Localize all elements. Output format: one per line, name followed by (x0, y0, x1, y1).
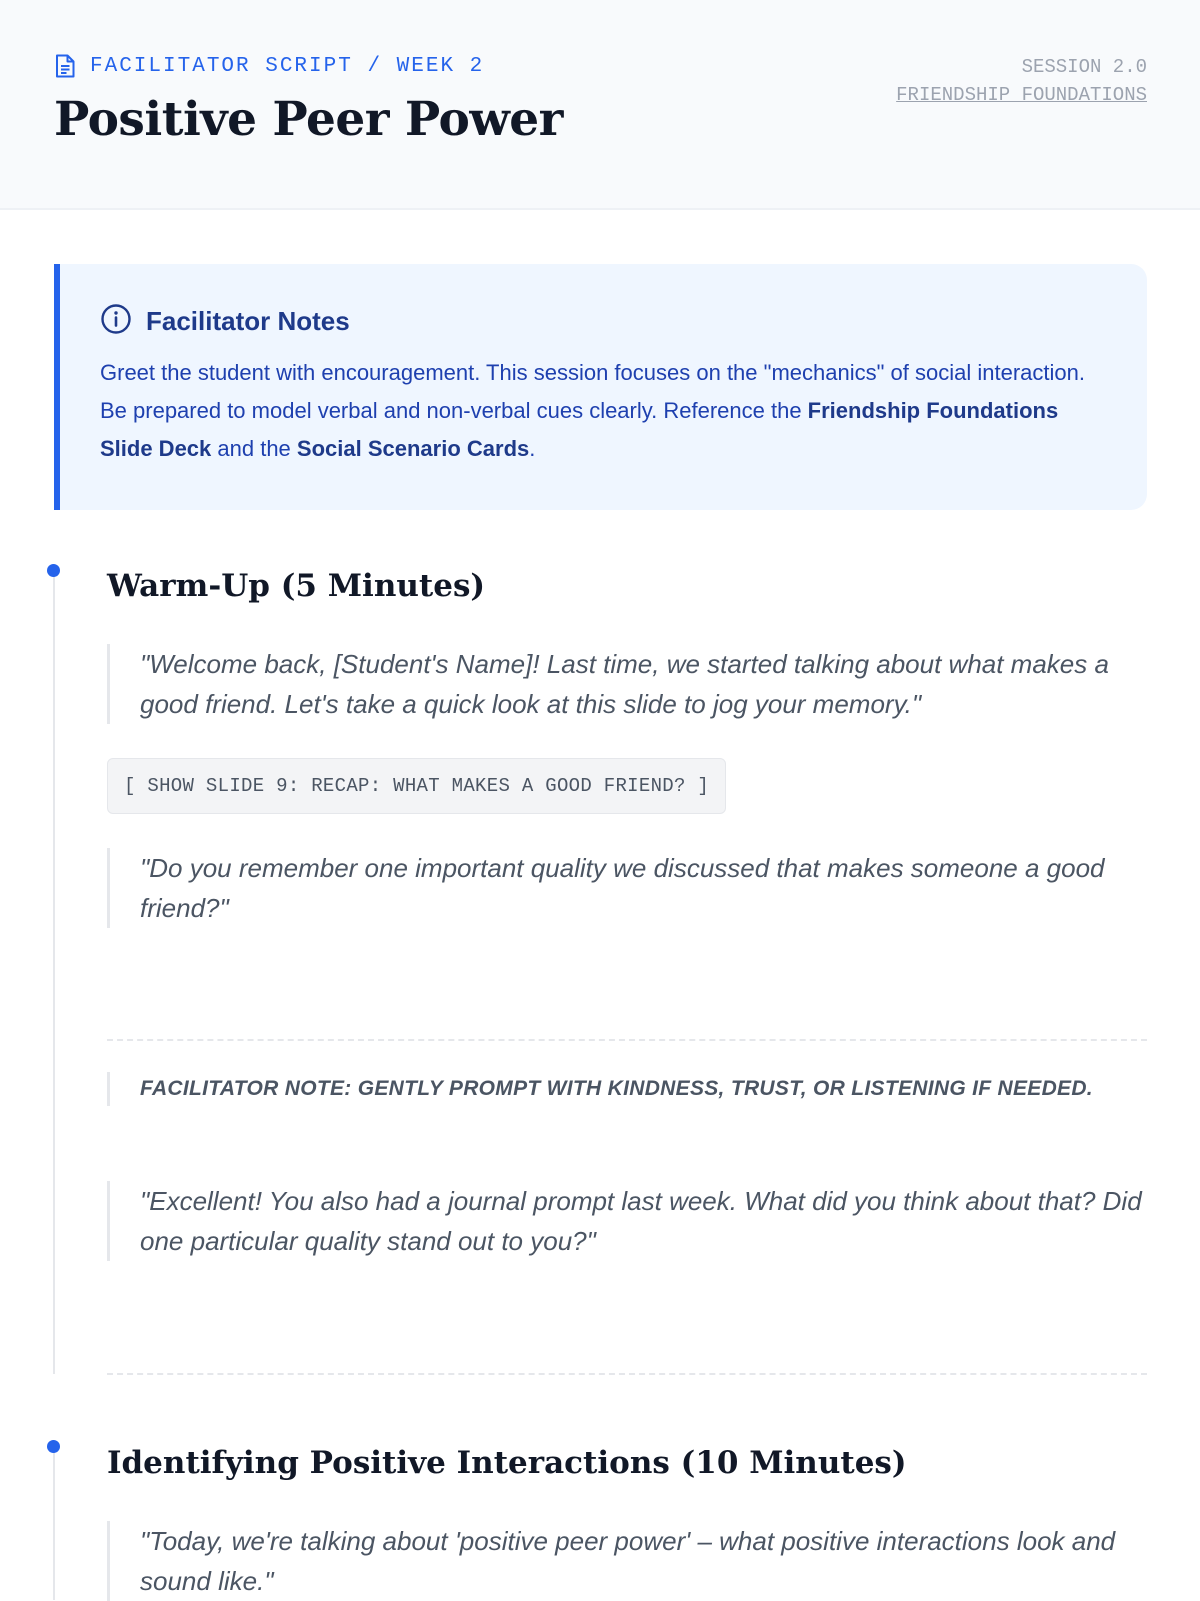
page-title: Positive Peer Power (54, 92, 563, 147)
info-icon (100, 303, 132, 340)
notes-header (100, 304, 1107, 338)
facilitator-note: FACILITATOR NOTE: GENTLY PROMPT WITH KINDNESS, TRUST, OR LISTENING IF NEEDED. (107, 1072, 1147, 1106)
notes-text: Greet the student with encouragement. This session focuses on the "mechanics" of social interaction. Be prepared to model verbal and non-verbal cues clearly. Reference the (100, 360, 1085, 423)
script-quote: "Today, we're talking about 'positive peer power' – what positive interactions look and sound like." (107, 1521, 1147, 1601)
facilitator-notes-callout (54, 264, 1147, 510)
section-title-positive-interactions: Identifying Positive Interactions (10 Minutes) (107, 1445, 907, 1481)
section-title-warm-up: Warm-Up (5 Minutes) (107, 568, 486, 604)
series-link[interactable]: FRIENDSHIP FOUNDATIONS (896, 84, 1147, 106)
session-number: SESSION 2.0 (1021, 56, 1147, 78)
timeline-dot (47, 564, 60, 577)
notes-body (100, 354, 1107, 468)
timeline-dot (47, 1440, 60, 1453)
script-quote: "Welcome back, [Student's Name]! Last time, we started talking about what makes a good friend. Let's take a quick look at this slide to jog your memory." (107, 644, 1147, 724)
notes-title: Facilitator Notes (146, 305, 350, 336)
resource-slide-deck: Friendship Foundations Slide Deck (100, 398, 1059, 461)
breadcrumb (54, 53, 484, 79)
response-divider (107, 1373, 1147, 1375)
document-icon (54, 54, 76, 78)
script-quote: "Do you remember one important quality we discussed that makes someone a good friend?" (107, 848, 1147, 928)
resource-scenario-cards: Social Scenario Cards (296, 436, 530, 461)
notes-text-connector: and the (211, 436, 297, 461)
response-divider (107, 1039, 1147, 1041)
breadcrumb-text: FACILITATOR SCRIPT / WEEK 2 (90, 54, 485, 78)
timeline-line (53, 570, 55, 1374)
script-quote: "Excellent! You also had a journal prompt last week. What did you think about that? Did one particular quality stand out to you?" (107, 1181, 1147, 1261)
notes-text-end: . (529, 436, 536, 461)
timeline-line (53, 1450, 55, 1600)
session-meta (896, 53, 1147, 109)
slide-cue: [ SHOW SLIDE 9: RECAP: WHAT MAKES A GOOD FRIEND? ] (107, 758, 726, 814)
page-header (0, 0, 1200, 210)
